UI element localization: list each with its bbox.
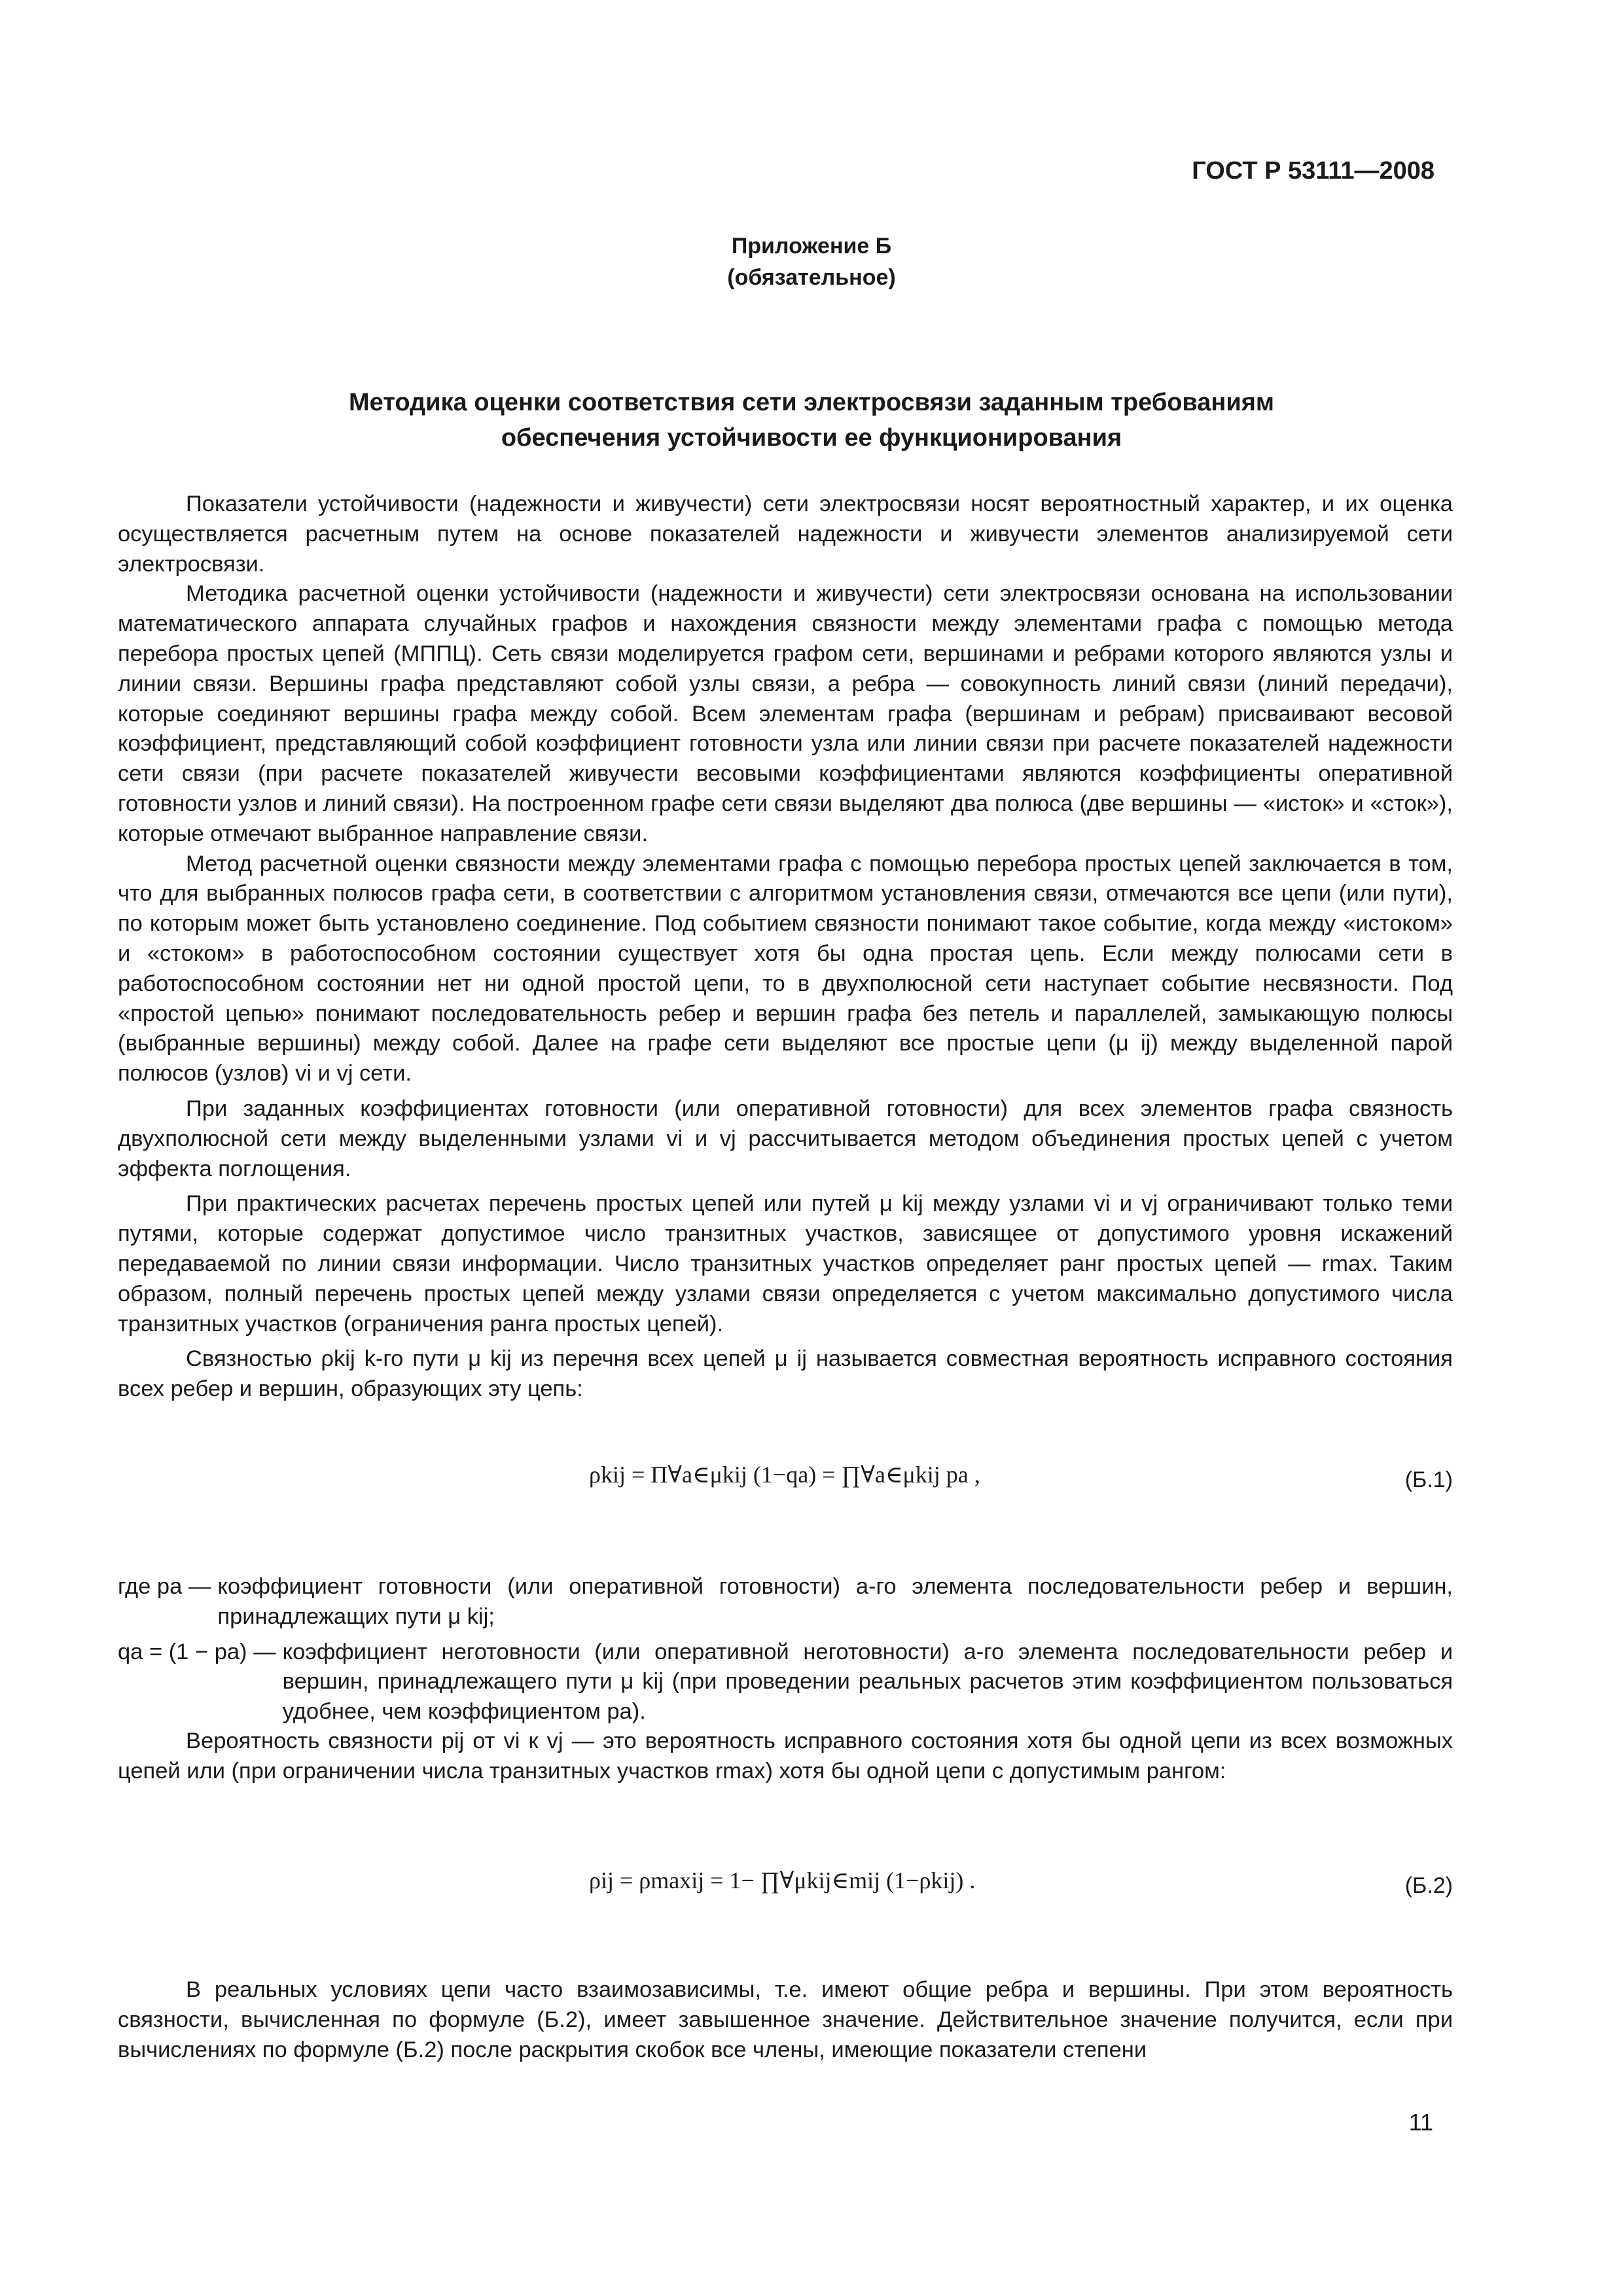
paragraph-final xyxy=(118,1975,1453,2065)
definition-text: коэффициент готовности (или оперативной готовности) a-го элемента последовательности ребер и вершин, принадлежащих пути μ kij; xyxy=(217,1574,1453,1629)
document-code: ГОСТ Р 53111—2008 xyxy=(1192,157,1435,185)
paragraph: Показатели устойчивости (надежности и живучести) сети электросвязи носят вероятностный характер, и их оценка осуществляется расчетным путем на основе показателей надежности и живучести элементов анализируемой сети электросвязи. xyxy=(118,492,1453,577)
definition-item xyxy=(118,1638,1453,1727)
formula-number: (Б.2) xyxy=(1404,1873,1453,1898)
paragraph: При практических расчетах перечень простых цепей или путей μ kij между узлами vi и vj ограничивают только теми путями, которые содержат допустимое число транзитных участков, зависящее от допустимого уровня искажений передаваемой по линии связи информации. Число транзитных участков определяет ранг простых цепей — rmax. Таким образом, полный перечень простых цепей между узлами связи определяется с учетом максимально допустимого числа транзитных участков (ограничения ранга простых цепей). xyxy=(118,1191,1453,1336)
formula-expression: ρij = ρmaxij = 1− ∏∀μkij∈mij (1−ρkij) . xyxy=(589,1867,976,1893)
formula-b1 xyxy=(118,1454,1453,1539)
definition-item xyxy=(118,1572,1453,1632)
definition-term: где pa — xyxy=(118,1574,211,1599)
page-number: 11 xyxy=(1408,2109,1433,2136)
paragraph: Метод расчетной оценки связности между элементами графа с помощью перебора простых цепей заключается в том, что для выбранных полюсов графа сети, в соответствии с алгоритмом установления связи, отмечаются все цепи (или пути), по которым может быть установлено соединение. Под событием связности понимают такое событие, когда между «истоком» и «стоком» в работоспособном состоянии существует хотя бы одна простая цепь. Если между полюсами сети в работоспособном состоянии нет ни одной простой цепи, то в двухполюсной сети наступает событие несвязности. Под «простой цепью» понимают последовательность ребер и вершин графа без петель и параллелей, замыкающую полюсы (выбранные вершины) между собой. Далее на графе сети выделяют все простые цепи (μ ij) между выделенной парой полюсов (узлов) vi и vj сети. xyxy=(118,851,1453,1086)
definition-term: qa = (1 − pa) — xyxy=(118,1639,276,1664)
annex-label: Приложение Б xyxy=(731,234,892,259)
paragraph: Вероятность связности pij от vi к vj — это вероятность исправного состояния хотя бы одной цепи из всех возможных цепей или (при ограничении числа транзитных участков rmax) хотя бы одной цепи с допустимым рангом: xyxy=(118,1729,1453,1784)
document-title xyxy=(170,385,1453,456)
formula-expression: ρkij = Π∀a∈μkij (1−qa) = ∏∀a∈μkij pa , xyxy=(589,1462,980,1488)
formula-definitions xyxy=(118,1572,1453,1732)
annex-status: (обязательное) xyxy=(727,265,896,290)
paragraph: При заданных коэффициентах готовности (или оперативной готовности) для всех элементов графа связность двухполюсной сети между выделенными узлами vi и vj рассчитывается методом объединения простых цепей с учетом эффекта поглощения. xyxy=(118,1096,1453,1181)
title-line-2: обеспечения устойчивости ее функционирования xyxy=(501,424,1122,452)
paragraph-probability xyxy=(118,1727,1453,1787)
annex-heading xyxy=(0,230,1623,293)
definition-text: коэффициент неготовности (или оперативной неготовности) a-го элемента последовательности ребер и вершин, принадлежащего пути μ kij (при проведении реальных расчетов этим коэффициентом пользоваться удобнее, чем коэффициентом pa). xyxy=(282,1639,1453,1725)
paragraph: Связностью ρkij k-го пути μ kij из перечня всех цепей μ ij называется совместная вероятность исправного состояния всех ребер и вершин, образующих эту цепь: xyxy=(118,1346,1453,1402)
paragraph: В реальных условиях цепи часто взаимозависимы, т.е. имеют общие ребра и вершины. При этом вероятность связности, вычисленная по формуле (Б.2), имеет завышенное значение. Действительное значение получится, если при вычислениях по формуле (Б.2) после раскрытия скобок все члены, имеющие показатели степени xyxy=(118,1977,1453,2062)
formula-b2 xyxy=(118,1860,1453,1945)
paragraph: Методика расчетной оценки устойчивости (надежности и живучести) сети электросвязи основана на использовании математического аппарата случайных графов и нахождения связности между элементами графа с помощью метода перебора простых цепей (МППЦ). Сеть связи моделируется графом сети, вершинами и ребрами которого являются узлы и линии связи. Вершины графа представляют собой узлы связи, а ребра — совокупность линий связи (линий передачи), которые соединяют вершины графа между собой. Всем элементам графа (вершинам и ребрам) присваивают весовой коэффициент, представляющий собой коэффициент готовности узла или линии связи при расчете показателей надежности сети связи (при расчете показателей живучести весовыми коэффициентами являются коэффициенты оперативной готовности узлов и линий связи). На построенном графе сети связи выделяют два полюса (две вершины — «исток» и «сток»), которые отмечают выбранное направление связи. xyxy=(118,581,1453,846)
body-text xyxy=(118,490,1453,1405)
formula-number: (Б.1) xyxy=(1404,1467,1453,1492)
title-line-1: Методика оценки соответствия сети электросвязи заданным требованиям xyxy=(348,389,1275,416)
